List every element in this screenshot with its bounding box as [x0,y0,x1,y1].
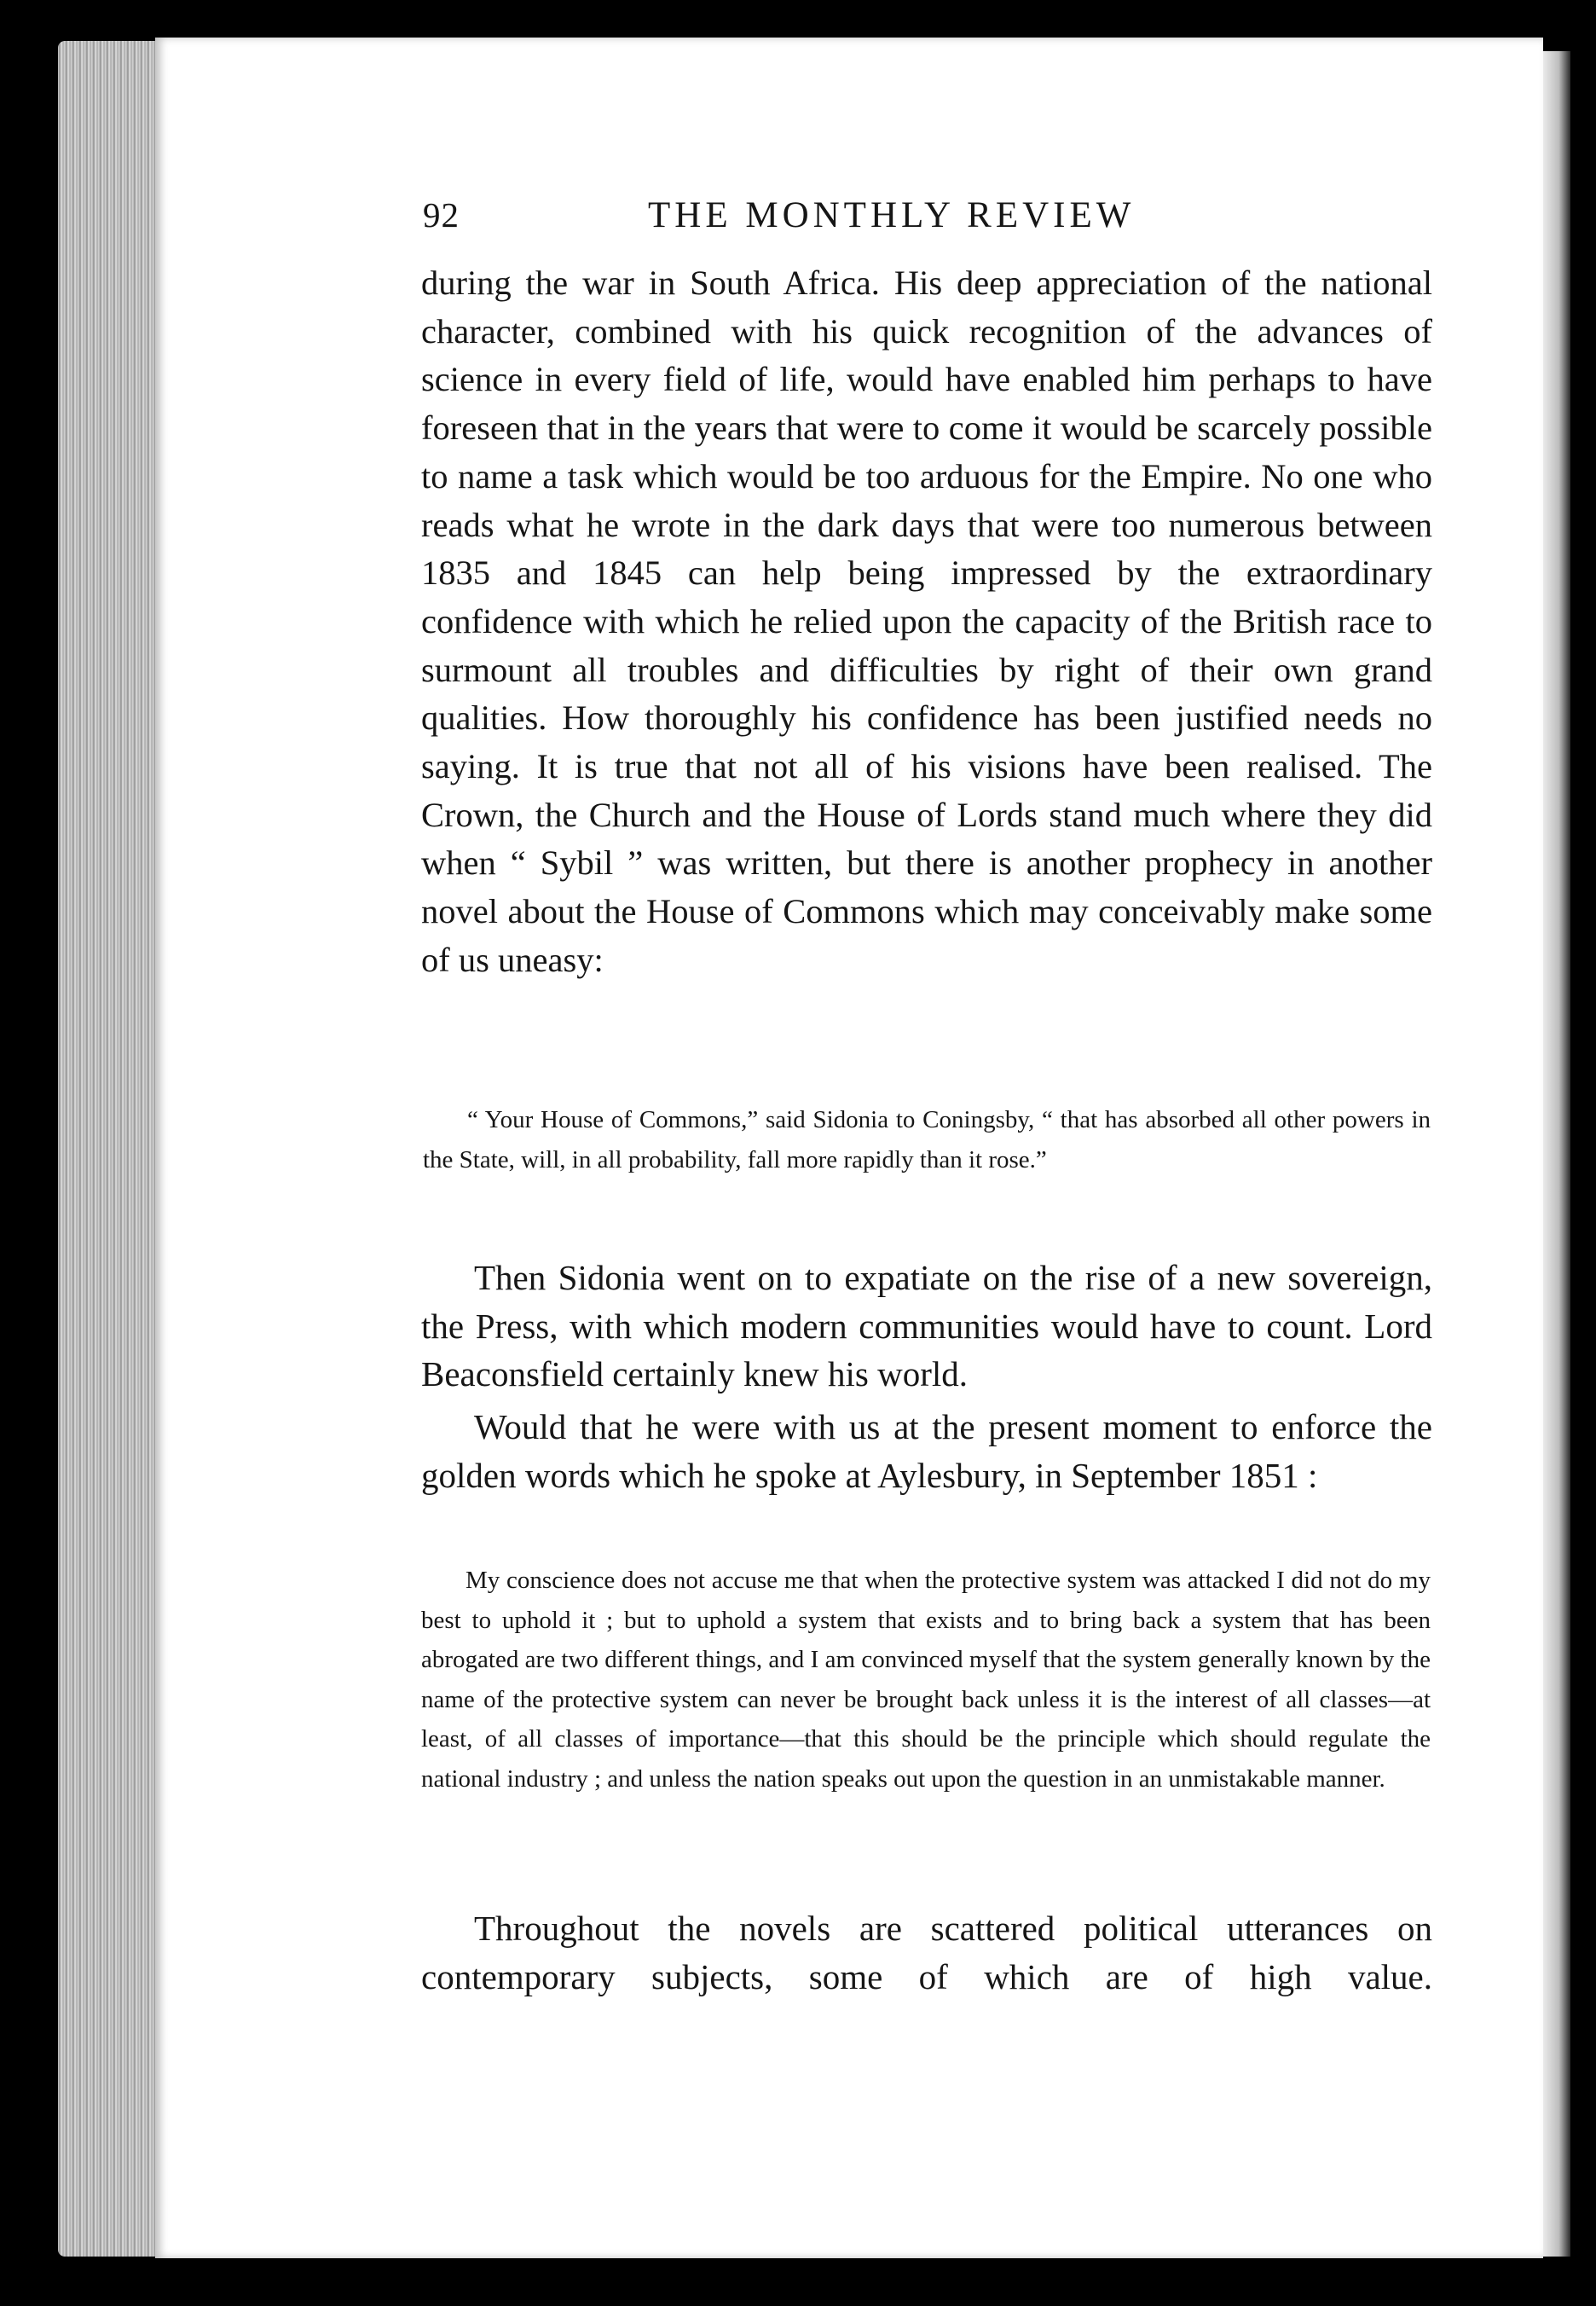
block-quote-aylesbury: My conscience does not accuse me that when the protective system was attacked I did not do my best to uphold it ; but to uphold a system that exists and to bring back a system that has been abrogated are two different things, and I am convinced myself that the system generally known by the name of the protective system can never be brought back unless it is the interest of all classes—at least, of all classes of importance—that this should be the principle which should regulate the national industry ; and unless the nation speaks out upon the question in an unmistakable manner. [421,1567,1431,1793]
page-number: 92 [423,195,460,235]
page-header [423,194,1422,246]
paragraph-3: Would that he were with us at the present moment to enforce the golden words which he spoke at Aylesbury, in September 1851 : [421,1407,1432,1495]
paragraph-2-block [421,1254,1432,1399]
running-title: THE MONTHLY REVIEW [648,195,1136,235]
quote-1-block [423,1100,1431,1179]
quote-2-block [421,1561,1431,1799]
paragraph-3-block [421,1403,1432,1499]
page-edge-stack [58,41,159,2257]
next-page-edge [1541,51,1570,2257]
paragraph-2: Then Sidonia went on to expatiate on the rise of a new sovereign, the Press, with which modern communities would have to count. Lord Beaconsfield certainly knew his world. [421,1258,1432,1394]
paragraph-4-block [421,1904,1432,2001]
paragraph-1: during the war in South Africa. His deep appreciation of the national character, combined with his quick recognition of the advances of science in every field of life, would have enabled him perhaps to have foreseen that in the years that were to come it would be scarcely possible to name a task which would be too arduous for the Empire. No one who reads what he wrote in the dark days that were too numerous between 1835 and 1845 can help being impressed by the extraordinary confidence with which he relied upon the capacity of the British race to surmount all troubles and difficulties by right of their own grand qualities. How thoroughly his confidence has been justified needs no saying. It is true that not all of his visions have been realised. The Crown, the Church and the House of Lords stand much where they did when “ Sybil ” was written, but there is another prophecy in another novel about the House of Commons which may conceivably make some of us uneasy: [421,264,1432,979]
paragraph-4: Throughout the novels are scattered political utterances on contemporary subjects, some of which are of high value. [421,1909,1432,1996]
block-quote-sidonia: “ Your House of Commons,” said Sidonia to Coningsby, “ that has absorbed all other powers in the State, will, in all probability, fall more rapidly than it rose.” [423,1106,1431,1173]
paragraph-1-block [421,259,1432,985]
